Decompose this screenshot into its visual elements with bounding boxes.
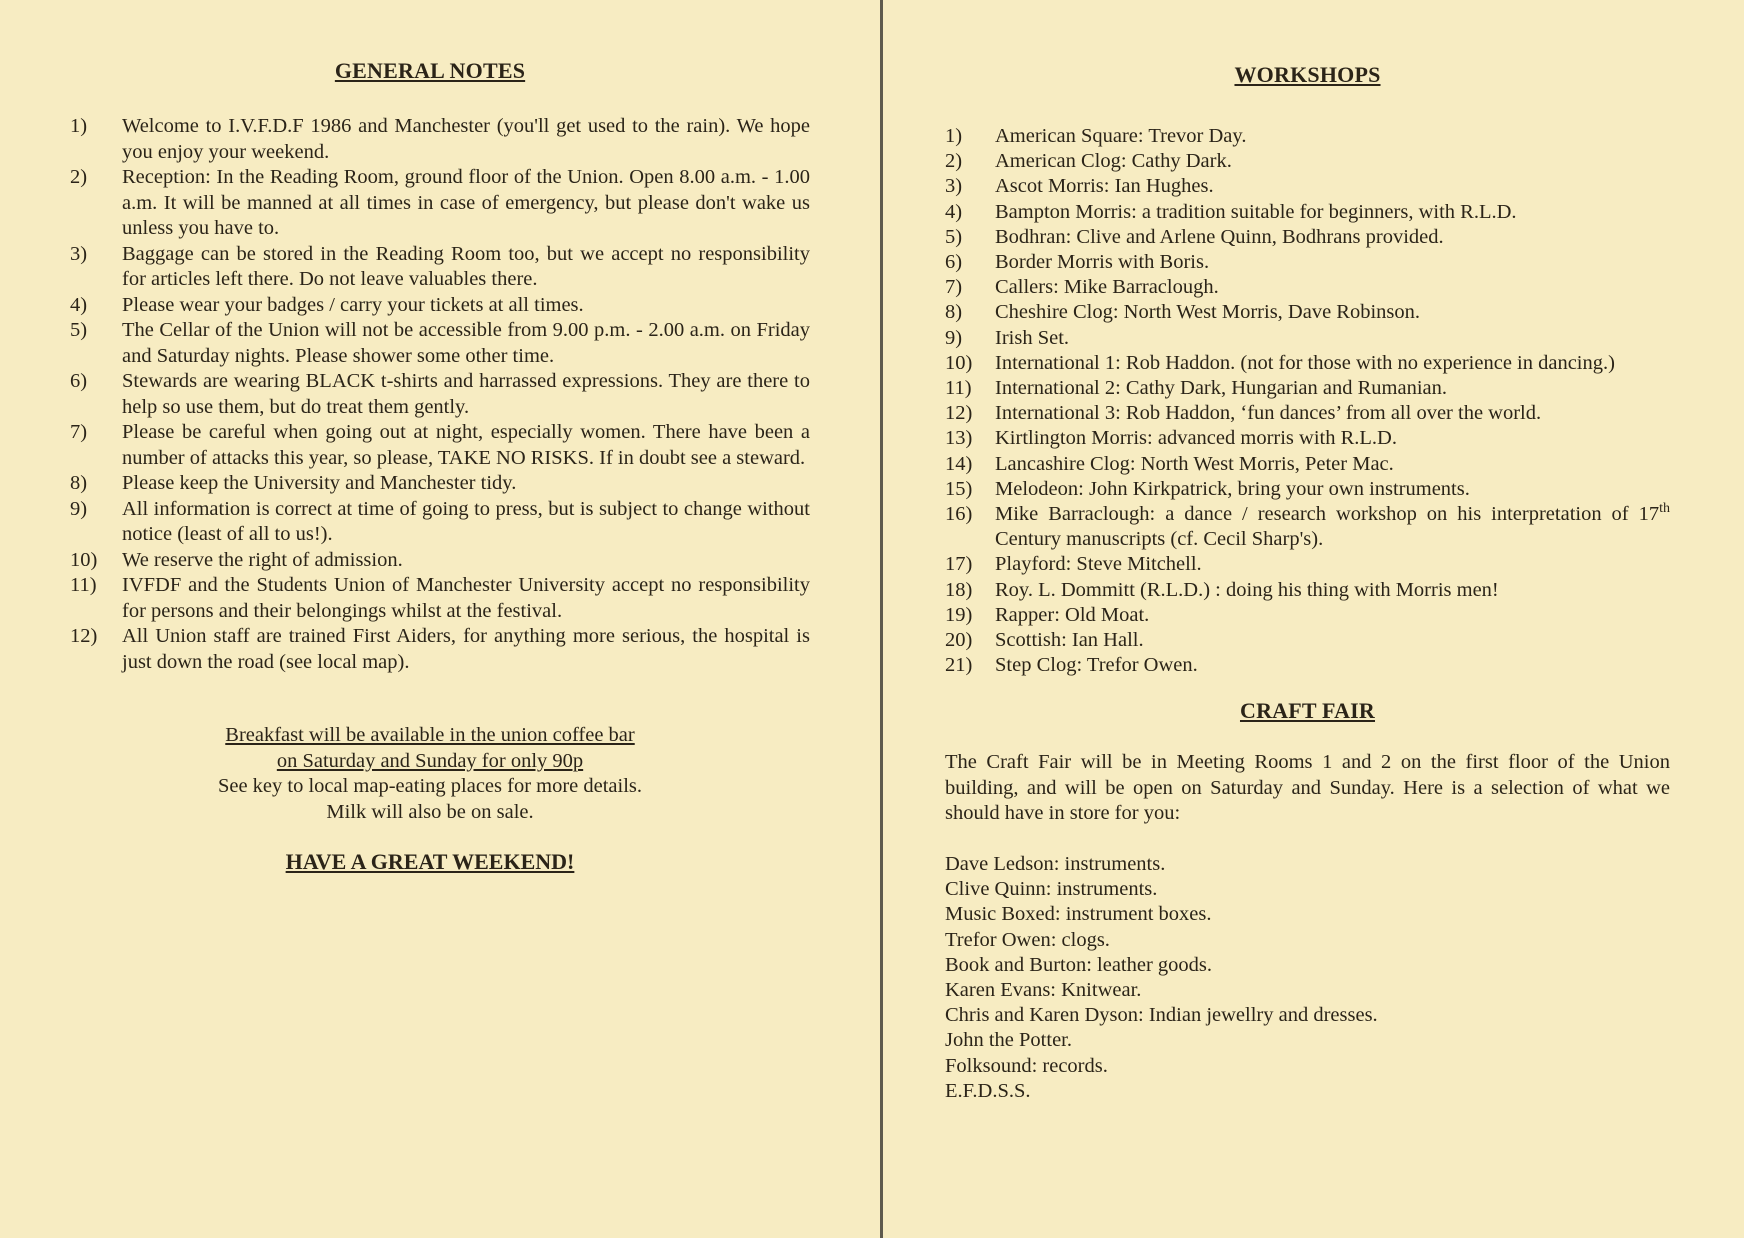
list-item: 12) All Union staff are trained First Aiders, for anything more serious, the hospital is just down the road (see local map). <box>70 625 810 673</box>
breakfast-line-3: See key to local map-eating places for more details. <box>217 775 643 797</box>
list-item: 16) Mike Barraclough: a dance / research workshop on his interpretation of 17th Century manuscripts (cf. Cecil Sharp's). <box>945 501 1670 551</box>
list-item: Music Boxed: instrument boxes. <box>945 903 1212 926</box>
list-item: 8) Please keep the University and Manchester tidy. <box>70 472 517 494</box>
general-notes-list <box>70 114 810 675</box>
list-item: 4) Bampton Morris: a tradition suitable for beginners, with R.L.D. <box>945 200 1517 223</box>
breakfast-line-4: Milk will also be on sale. <box>326 800 534 823</box>
list-item: 11) International 2: Cathy Dark, Hungarian and Rumanian. <box>945 377 1448 400</box>
list-item: 8) Cheshire Clog: North West Morris, Dave Robinson. <box>945 301 1421 324</box>
list-item: 17) Playford: Steve Mitchell. <box>945 553 1202 576</box>
workshops-list <box>945 124 1670 678</box>
list-item: Dave Ledson: instruments. <box>945 852 1166 875</box>
list-item: 3) Ascot Morris: Ian Hughes. <box>945 175 1214 198</box>
list-item: 4) Please wear your badges / carry your tickets at all times. <box>70 293 584 316</box>
list-item: 1) American Square: Trevor Day. <box>945 125 1247 147</box>
breakfast-line-1: Breakfast will be available in the union coffee bar <box>225 724 635 746</box>
list-item: Folksound: records. <box>945 1054 1108 1077</box>
list-item: 5) Bodhran: Clive and Arlene Quinn, Bodhrans provided. <box>945 225 1444 248</box>
sign-off: HAVE A GREAT WEEKEND! <box>285 849 575 874</box>
list-item: 14) Lancashire Clog: North West Morris, Peter Mac. <box>945 452 1394 475</box>
list-item: 18) Roy. L. Dommitt (R.L.D.) : doing his thing with Morris men! <box>945 578 1499 601</box>
list-item: 6) Border Morris with Boris. <box>945 251 1210 274</box>
workshops-title: WORKSHOPS <box>1234 62 1381 87</box>
craft-fair-intro: The Craft Fair will be in Meeting Rooms 1 and 2 on the first floor of the Union building, and will be open on Saturday and Sunday. Here is a selection of what we should have in store for you: <box>945 751 1670 825</box>
list-item: 2) American Clog: Cathy Dark. <box>945 150 1232 173</box>
list-item: 2) Reception: In the Reading Room, ground floor of the Union. Open 8.00 a.m. - 1.00 a.m. It will be manned at all times in case of emergency, but please don't wake us unless you have to. <box>70 166 810 239</box>
list-item: John the Potter. <box>945 1029 1072 1052</box>
left-page <box>70 58 810 875</box>
craft-fair-title: CRAFT FAIR <box>1239 698 1376 724</box>
list-item: 15) Melodeon: John Kirkpatrick, bring your own instruments. <box>945 477 1470 500</box>
list-item: 5) The Cellar of the Union will not be accessible from 9.00 p.m. - 2.00 a.m. on Friday and Saturday nights. Please shower some other time. <box>70 319 810 367</box>
list-item: 11) IVFDF and the Students Union of Manchester University accept no responsibility for persons and their belongings whilst at the festival. <box>70 574 810 622</box>
list-item: Clive Quinn: instruments. <box>945 878 1158 901</box>
list-item: 10) International 1: Rob Haddon. (not for those with no experience in dancing.) <box>945 351 1615 374</box>
list-item: 7) Callers: Mike Barraclough. <box>945 276 1219 299</box>
list-item: 3) Baggage can be stored in the Reading Room too, but we accept no responsibility for articles left there. Do not leave valuables there. <box>70 242 810 290</box>
breakfast-notice <box>50 723 810 825</box>
list-item: 21) Step Clog: Trefor Owen. <box>945 654 1198 677</box>
list-item: 19) Rapper: Old Moat. <box>945 603 1150 626</box>
list-item: 9) All information is correct at time of going to press, but is subject to change without notice (least of all to us!). <box>70 497 810 545</box>
list-item: 1) Welcome to I.V.F.D.F 1986 and Manchester (you'll get used to the rain). We hope you enjoy your weekend. <box>70 115 810 163</box>
list-item: 13) Kirtlington Morris: advanced morris with R.L.D. <box>945 427 1397 450</box>
list-item: 20) Scottish: Ian Hall. <box>945 629 1144 652</box>
craft-fair-list <box>945 852 1670 1104</box>
list-item: E.F.D.S.S. <box>945 1079 1031 1102</box>
list-item: 9) Irish Set. <box>945 326 1070 349</box>
list-item: 10) We reserve the right of admission. <box>70 548 403 571</box>
list-item: 12) International 3: Rob Haddon, ‘fun dances’ from all over the world. <box>945 402 1542 425</box>
list-item: Trefor Owen: clogs. <box>945 928 1110 951</box>
list-item: Karen Evans: Knitwear. <box>945 978 1142 1001</box>
list-item: Book and Burton: leather goods. <box>945 953 1213 976</box>
center-fold <box>880 0 883 1238</box>
breakfast-line-2: on Saturday and Sunday for only 90p <box>276 749 584 772</box>
right-page <box>945 62 1670 1104</box>
list-item: 7) Please be careful when going out at night, especially women. There have been a number of attacks this year, so please, TAKE NO RISKS. If in doubt see a steward. <box>70 421 810 469</box>
list-item: Chris and Karen Dyson: Indian jewellry and dresses. <box>945 1004 1378 1027</box>
general-notes-title: GENERAL NOTES <box>334 58 526 83</box>
list-item: 6) Stewards are wearing BLACK t-shirts and harrassed expressions. They are there to help so use them, but do treat them gently. <box>70 370 810 418</box>
